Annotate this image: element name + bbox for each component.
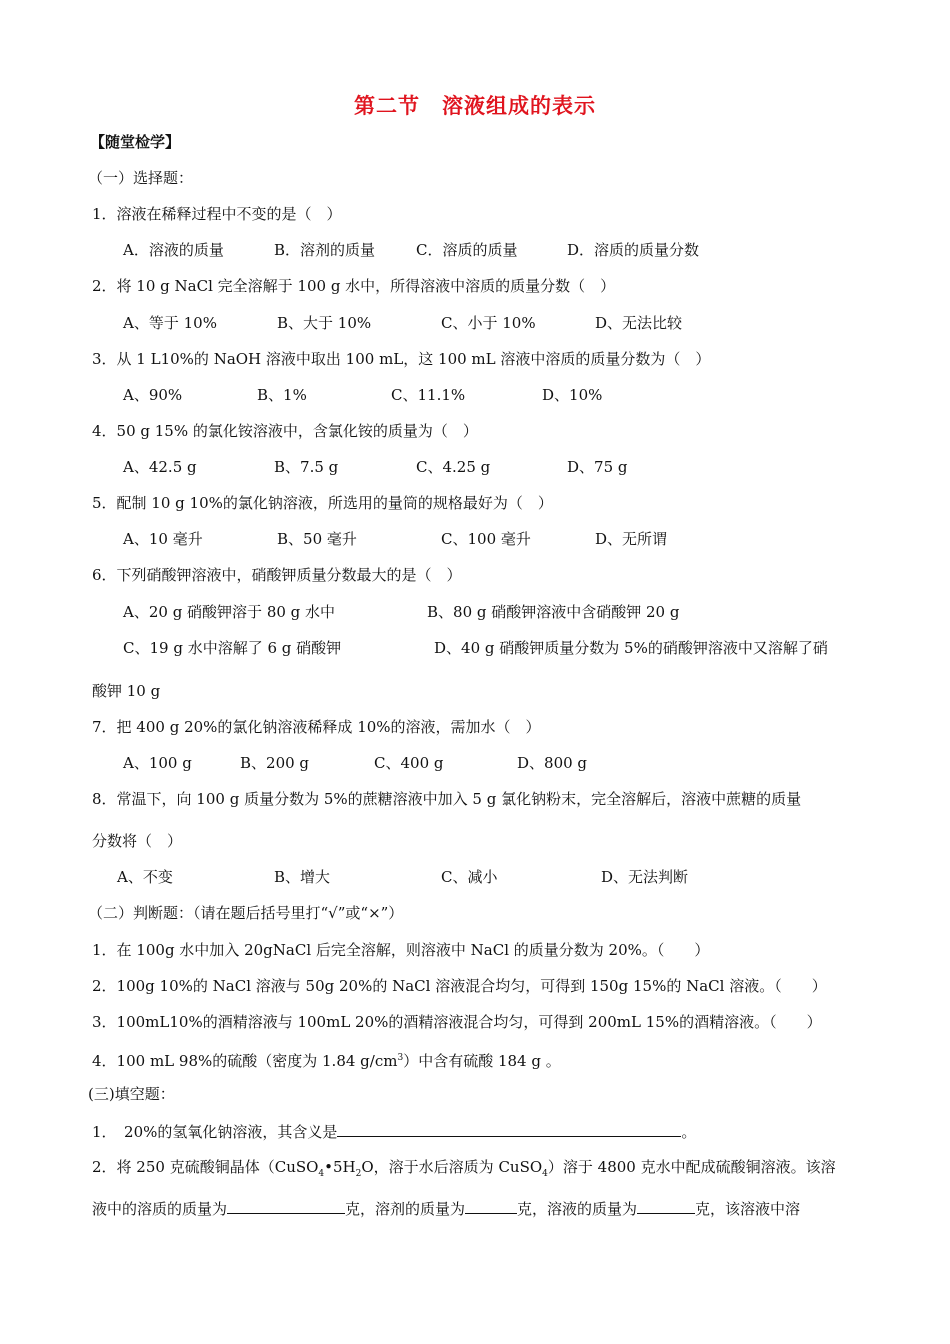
q5-option-d: D、无所谓 — [595, 530, 668, 548]
q8-option-b: B、增大 — [274, 868, 331, 886]
judge-item-4-sup: 3 — [397, 1053, 404, 1063]
fill-q1-text: 1． 20%的氢氧化钠溶液，其含义是 — [92, 1123, 338, 1141]
q1-option-c: C．溶质的质量 — [416, 241, 518, 259]
fill-q1-blank[interactable] — [337, 1120, 681, 1137]
q5-option-a: A、10 毫升 — [123, 530, 203, 548]
question-2: 2．将 10 g NaCl 完全溶解于 100 g 水中，所得溶液中溶质的质量分数（ ） — [92, 277, 616, 295]
fill-q2-line2-c: 克，溶液的质量为 — [517, 1200, 638, 1218]
section-header: 【随堂检学】 — [90, 133, 181, 151]
q3-option-c: C、11.1% — [391, 386, 466, 404]
fill-question-1 — [92, 1120, 696, 1143]
fill-q2-text-c: O，溶于水后溶质为 CuSO — [361, 1158, 543, 1176]
q3-option-b: B、1% — [257, 386, 307, 404]
question-1: 1．溶液在稀释过程中不变的是（ ） — [92, 205, 342, 223]
q7-option-c: C、400 g — [374, 754, 444, 772]
question-8-continuation: 分数将（ ） — [92, 832, 183, 850]
judge-item-2: 2．100g 10%的 NaCl 溶液与 50g 20%的 NaCl 溶液混合均匀，可得到 150g 15%的 NaCl 溶液。（ ） — [92, 977, 827, 995]
fill-q2-text-a: 2．将 250 克硫酸铜晶体（CuSO — [92, 1158, 319, 1176]
part3-heading: (三)填空题： — [88, 1085, 175, 1103]
judge-item-4 — [92, 1047, 561, 1072]
question-8: 8．常温下，向 100 g 质量分数为 5%的蔗糖溶液中加入 5 g 氯化钠粉末，完全溶解后，溶液中蔗糖的质量 — [92, 790, 802, 808]
fill-q2-sub-3: 4 — [542, 1169, 548, 1179]
question-6: 6．下列硝酸钾溶液中，硝酸钾质量分数最大的是（ ） — [92, 566, 462, 584]
solvent-mass-blank[interactable] — [465, 1197, 517, 1214]
q5-option-b: B、50 毫升 — [277, 530, 357, 548]
q1-option-b: B．溶剂的质量 — [274, 241, 376, 259]
question-5: 5．配制 10 g 10%的氯化钠溶液，所选用的量筒的规格最好为（ ） — [92, 494, 553, 512]
q8-option-d: D、无法判断 — [601, 868, 689, 886]
q6-option-c: C、19 g 水中溶解了 6 g 硝酸钾 — [123, 639, 342, 657]
q6-option-a: A、20 g 硝酸钾溶于 80 g 水中 — [123, 603, 336, 621]
judge-item-1: 1．在 100g 水中加入 20gNaCl 后完全溶解，则溶液中 NaCl 的质量分数为 20%。（ ） — [92, 941, 710, 959]
solute-mass-blank[interactable] — [227, 1197, 345, 1214]
q4-option-c: C、4.25 g — [416, 458, 491, 476]
q4-option-b: B、7.5 g — [274, 458, 339, 476]
fill-q2-text-d: ）溶于 4800 克水中配成硫酸铜溶液。该溶 — [547, 1158, 836, 1176]
q3-option-a: A、90% — [123, 386, 183, 404]
q2-option-d: D、无法比较 — [595, 314, 683, 332]
judge-item-4-pre: 4．100 mL 98%的硫酸（密度为 1.84 g/cm — [92, 1052, 398, 1070]
fill-question-2-line-2 — [92, 1197, 800, 1220]
fill-q2-text-b: •5H — [324, 1158, 356, 1176]
q1-option-d: D．溶质的质量分数 — [567, 241, 700, 259]
q3-option-d: D、10% — [542, 386, 603, 404]
fill-q2-sub-2: 2 — [355, 1169, 362, 1179]
q7-option-b: B、200 g — [240, 754, 310, 772]
solution-mass-blank[interactable] — [637, 1197, 695, 1214]
fill-q2-sub-1: 4 — [318, 1169, 325, 1179]
q8-option-a: A、不变 — [117, 868, 173, 886]
q4-option-d: D、75 g — [567, 458, 628, 476]
question-7: 7．把 400 g 20%的氯化钠溶液稀释成 10%的溶液，需加水（ ） — [92, 718, 541, 736]
judge-item-4-post: ）中含有硫酸 184 g 。 — [403, 1052, 561, 1070]
q4-option-a: A、42.5 g — [123, 458, 197, 476]
part2-heading: （二）判断题：（请在题后括号里打“√”或“×”） — [88, 904, 404, 922]
q2-option-b: B、大于 10% — [277, 314, 372, 332]
fill-q2-line2-d: 克，该溶液中溶 — [695, 1200, 801, 1218]
q6-option-b: B、80 g 硝酸钾溶液中含硝酸钾 20 g — [427, 603, 680, 621]
q6-option-d-continuation: 酸钾 10 g — [92, 682, 161, 700]
page-title: 第二节 溶液组成的表示 — [354, 94, 596, 118]
q2-option-a: A、等于 10% — [123, 314, 217, 332]
q8-option-c: C、减小 — [441, 868, 498, 886]
fill-q1-end: 。 — [681, 1123, 697, 1141]
fill-question-2-line-1 — [92, 1156, 836, 1185]
q7-option-d: D、800 g — [517, 754, 588, 772]
q7-option-a: A、100 g — [123, 754, 192, 772]
q6-option-d: D、40 g 硝酸钾质量分数为 5%的硝酸钾溶液中又溶解了硝 — [434, 639, 828, 657]
q2-option-c: C、小于 10% — [441, 314, 536, 332]
question-4: 4．50 g 15% 的氯化铵溶液中，含氯化铵的质量为（ ） — [92, 422, 478, 440]
question-3: 3．从 1 L10%的 NaOH 溶液中取出 100 mL，这 100 mL 溶液中溶质的质量分数为（ ） — [92, 350, 711, 368]
fill-q2-line2-b: 克，溶剂的质量为 — [345, 1200, 466, 1218]
fill-q2-line2-a: 液中的溶质的质量为 — [92, 1200, 228, 1218]
judge-item-3: 3．100mL10%的酒精溶液与 100mL 20%的酒精溶液混合均匀，可得到 200mL 15%的酒精溶液。（ ） — [92, 1013, 822, 1031]
part1-heading: （一）选择题： — [88, 169, 194, 187]
q1-option-a: A．溶液的质量 — [123, 241, 224, 259]
q5-option-c: C、100 毫升 — [441, 530, 531, 548]
